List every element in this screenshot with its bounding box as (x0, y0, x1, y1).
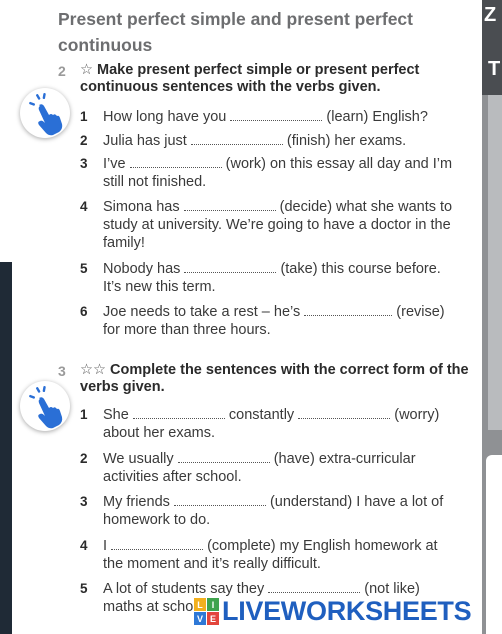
answer-blank[interactable] (298, 407, 390, 419)
difficulty-star-icon: ☆ (80, 62, 93, 78)
tap-hand-icon[interactable] (20, 88, 70, 138)
item-text-before: Joe needs to take a rest – he’s (103, 304, 301, 320)
item-text-after: (take) this course before. It’s new this term. (103, 261, 441, 295)
item-text-middle: constantly (228, 407, 295, 423)
exercise-instruction (80, 362, 472, 396)
logo-blocks-icon (194, 598, 220, 626)
item-text-after: (finish) her exams. (286, 133, 407, 149)
side-panel-letter-top: Z (484, 4, 497, 26)
answer-blank[interactable] (174, 494, 266, 506)
item-text-before: We usually (103, 451, 174, 467)
svg-text:V: V (196, 614, 204, 624)
exercise-number: 2 (58, 63, 66, 79)
exercise-instruction (80, 62, 472, 96)
svg-text:L: L (197, 600, 203, 610)
item-number: 5 (80, 581, 88, 596)
item-number: 3 (80, 494, 88, 509)
item-number: 4 (80, 538, 88, 553)
side-panel-letter-mid: T (488, 58, 501, 80)
answer-blank[interactable] (178, 451, 270, 463)
item-number: 3 (80, 156, 88, 171)
item-text-before: Simona has (103, 199, 180, 215)
item-text-before: I (103, 538, 108, 554)
svg-text:I: I (211, 600, 215, 610)
answer-blank[interactable] (184, 261, 276, 273)
logo-text: LIVEWORKSHEETS (222, 596, 472, 626)
item-text-after: (revise) for more than three hours. (103, 304, 445, 338)
answer-blank[interactable] (130, 156, 222, 168)
item-text-before: My friends (103, 494, 170, 510)
exercise-instruction-text: Complete the sentences with the correct form of the verbs given. (80, 362, 469, 395)
item-text-after: (worry) about her exams. (103, 407, 440, 441)
side-panel-content (488, 95, 502, 430)
answer-blank[interactable] (133, 407, 225, 419)
item-text-after: (understand) I have a lot of homework to do. (103, 494, 444, 528)
side-panel-header (482, 0, 502, 95)
item-number: 5 (80, 261, 88, 276)
item-text-after: (complete) my English homework at the moment and it’s really difficult. (103, 538, 438, 572)
difficulty-stars-icon: ☆☆ (80, 362, 106, 378)
tap-hand-icon[interactable] (20, 381, 70, 431)
item-text-before: Nobody has (103, 261, 181, 277)
exercise-number: 3 (58, 363, 66, 379)
right-side-panel (482, 0, 502, 634)
item-text-after: (not like) maths at scho (103, 581, 420, 615)
item-text-after: (learn) English? (326, 109, 428, 125)
answer-blank[interactable] (184, 199, 276, 211)
item-text-before: Julia has just (103, 133, 187, 149)
item-text-before: She (103, 407, 129, 423)
item-text-before: A lot of students say they (103, 581, 265, 597)
answer-blank[interactable] (191, 133, 283, 145)
answer-blank[interactable] (304, 304, 392, 316)
item-text-after: (decide) what she wants to study at university. We’re going to have a doctor in the family! (103, 199, 453, 251)
answer-blank[interactable] (268, 581, 360, 593)
item-text-after: (work) on this essay all day and I’m still not finished. (103, 156, 453, 190)
item-text-before: How long have you (103, 109, 227, 125)
exercise-instruction-text: Make present perfect simple or present perfect continuous sentences with the verbs given. (80, 62, 420, 95)
item-text-after: (have) extra-curricular activities after school. (103, 451, 416, 485)
left-edge-panel (0, 262, 12, 634)
item-number: 1 (80, 109, 88, 124)
answer-blank[interactable] (111, 538, 203, 550)
item-text-before: I’ve (103, 156, 126, 172)
item-number: 4 (80, 199, 88, 214)
item-number: 2 (80, 133, 88, 148)
item-number: 2 (80, 451, 88, 466)
side-panel-card (486, 455, 502, 634)
answer-blank[interactable] (230, 109, 322, 121)
item-number: 1 (80, 407, 88, 422)
page-title: Present perfect simple and present perfect continuous (58, 9, 413, 55)
item-number: 6 (80, 304, 88, 319)
svg-text:E: E (209, 614, 217, 624)
